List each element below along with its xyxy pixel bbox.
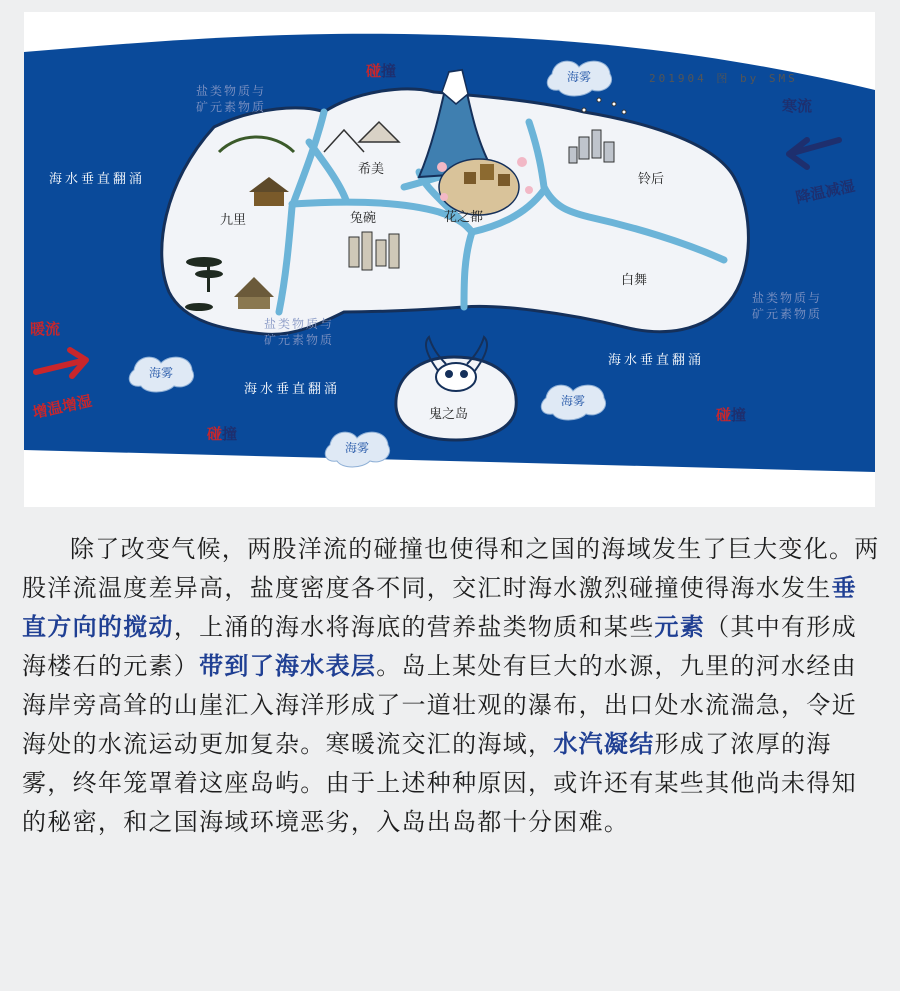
region-label-ximei: 希美 xyxy=(358,162,385,177)
collision-label: 碰撞 xyxy=(366,62,397,80)
collision-label: 碰撞 xyxy=(716,406,747,424)
region-label-baiwu: 白舞 xyxy=(621,273,648,288)
svg-text:寒流: 寒流 xyxy=(782,97,813,115)
svg-text:降温减湿: 降温减湿 xyxy=(794,176,857,207)
region-label-jiuli: 九里 xyxy=(220,213,247,228)
sea-label: 海水垂直翻涌 xyxy=(49,172,146,187)
highlight: 元素 xyxy=(654,613,706,641)
collision-label: 碰撞 xyxy=(207,425,238,443)
sea-label: 海水垂直翻涌 xyxy=(244,382,341,397)
svg-text:盐类物质与: 盐类物质与 xyxy=(752,291,823,305)
svg-text:矿元素物质: 矿元素物质 xyxy=(196,100,267,114)
fog-label: 海雾 xyxy=(567,70,592,84)
map-frame xyxy=(24,12,875,507)
highlight: 水汽凝结 xyxy=(553,730,655,758)
svg-text:增温增湿: 增温增湿 xyxy=(31,391,94,422)
region-label-guizhidao: 鬼之岛 xyxy=(429,407,469,422)
sea-label: 海水垂直翻涌 xyxy=(608,353,705,368)
svg-text:矿元素物质: 矿元素物质 xyxy=(264,333,335,347)
fog-label: 海雾 xyxy=(561,394,586,408)
wano-map xyxy=(24,12,875,507)
svg-text:盐类物质与: 盐类物质与 xyxy=(264,317,335,331)
highlight: 垂直方向的搅动 xyxy=(22,574,857,641)
fog-label: 海雾 xyxy=(149,366,174,380)
region-label-huazhidu: 花之都 xyxy=(444,210,484,225)
svg-text:暖流: 暖流 xyxy=(30,320,61,338)
region-label-linghou: 铃后 xyxy=(638,172,665,187)
svg-text:矿元素物质: 矿元素物质 xyxy=(752,307,823,321)
svg-text:盐类物质与: 盐类物质与 xyxy=(196,84,267,98)
region-label-tuwan: 兔碗 xyxy=(350,211,377,226)
fog-label: 海雾 xyxy=(345,441,370,455)
article-paragraph: 除了改变气候，两股洋流的碰撞也使得和之国的海域发生了巨大变化。两股洋流温度差异高，盐度密度各不同，交汇时海水激烈碰撞使得海水发生垂直方向的搅动，上涌的海水将海底的营养盐类物质和某些元素（其中有形成海楼石的元素）带到了海水表层。岛上某处有巨大的水源，九里的河水经由海岸旁高耸的山崖汇入海洋形成了一道壮观的瀑布，出口处水流湍急，令近海处的水流运动更加复杂。寒暖流交汇的海域，水汽凝结形成了浓厚的海雾，终年笼罩着这座岛屿。由于上述种种原因，或许还有某些其他尚未得知的秘密，和之国海域环境恶劣，入岛出岛都十分困难。 xyxy=(22,535,880,836)
map-credit: 201904 图 by SMS xyxy=(649,72,798,85)
highlight: 带到了海水表层 xyxy=(199,652,377,680)
